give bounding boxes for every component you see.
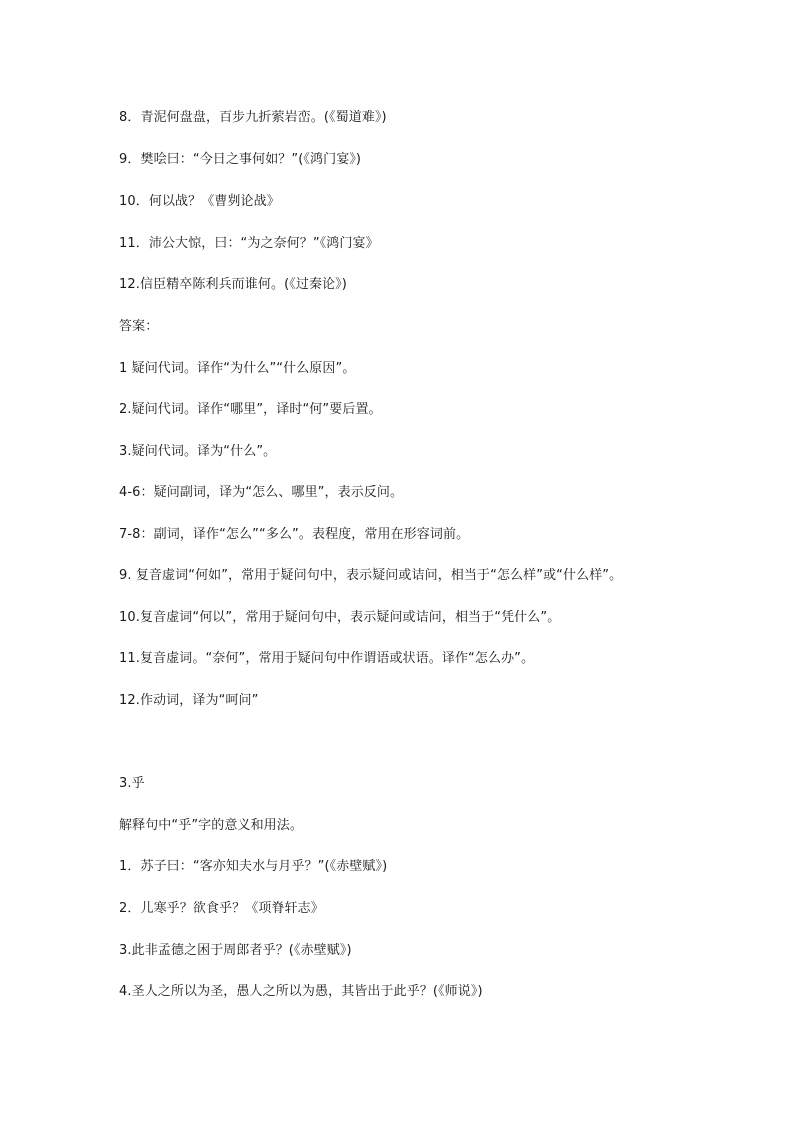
answer-11: 11.复音虚词。“奈何”，常用于疑问句中作谓语或状语。译作“怎么办”。 [119, 651, 535, 666]
answer-1: 1 疑问代词。译作“为什么”“什么原因”。 [119, 361, 356, 376]
hu-question-4: 4.圣人之所以为圣，愚人之所以为愚，其皆出于此乎？(《师说》) [119, 984, 483, 999]
question-11: 11．沛公大惊，曰：“为之奈何？”《鸿门宴》 [119, 236, 379, 251]
answer-label: 答案： [119, 319, 159, 334]
answer-9: 9. 复音虚词“何如”，常用于疑问句中，表示疑问或诘问，相当于“怎么样”或“什么样”。 [119, 568, 623, 583]
answer-2: 2.疑问代词。译作“哪里”，译时“何”要后置。 [119, 402, 382, 417]
question-12: 12.信臣精卒陈利兵而谁何。(《过秦论》) [119, 277, 347, 292]
answer-3: 3.疑问代词。译为“什么”。 [119, 444, 277, 459]
section-heading-hu: 3.乎 [119, 776, 145, 791]
question-9: 9．樊哙曰：“今日之事何如？”(《鸿门宴》) [119, 152, 362, 167]
section-instruction: 解释句中“乎”字的意义和用法。 [119, 818, 303, 833]
answer-4-6: 4-6：疑问副词，译为“怎么、哪里”，表示反问。 [119, 485, 404, 500]
answer-12: 12.作动词，译为“呵问” [119, 693, 259, 708]
answer-7-8: 7-8：副词，译作“怎么”“多么”。表程度，常用在形容词前。 [119, 527, 470, 542]
question-10: 10．何以战？《曹刿论战》 [119, 194, 280, 209]
hu-question-2: 2．儿寒乎？欲食乎？《项脊轩志》 [119, 901, 324, 916]
answer-10: 10.复音虚词“何以”，常用于疑问句中，表示疑问或诘问，相当于“凭什么”。 [119, 610, 561, 625]
hu-question-1: 1．苏子曰：“客亦知夫水与月乎？”(《赤壁赋》) [119, 859, 388, 874]
question-8: 8．青泥何盘盘，百步九折萦岩峦。(《蜀道难》) [119, 110, 387, 125]
hu-question-3: 3.此非孟德之困于周郎者乎？(《赤壁赋》) [119, 943, 352, 958]
